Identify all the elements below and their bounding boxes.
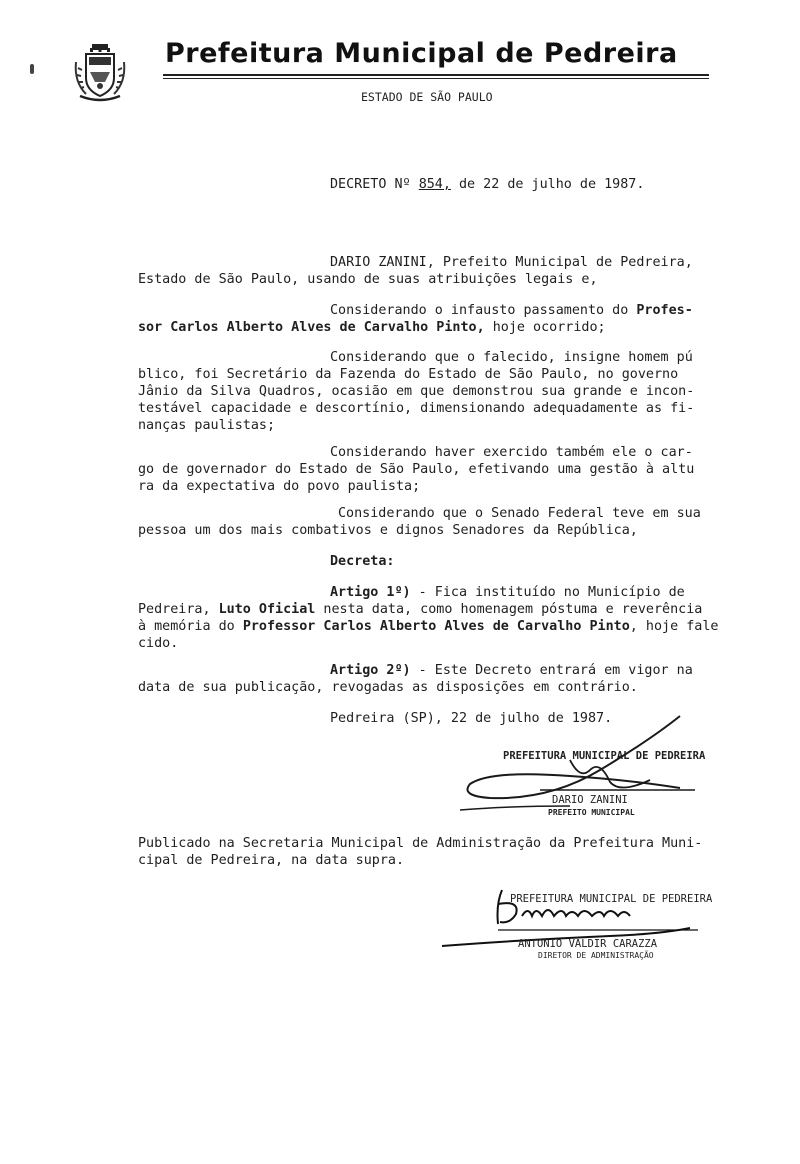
article-1-line-3	[138, 618, 718, 635]
signature-2-stamp: PREFEITURA MUNICIPAL DE PEDREIRA	[510, 893, 713, 905]
bold-span: sor Carlos Alberto Alves de Carvalho Pinto,	[138, 320, 485, 335]
publication-line-2: cipal de Pedreira, na data supra.	[138, 853, 405, 868]
article-2-label: Artigo 2º)	[330, 663, 411, 678]
publication-line-1: Publicado na Secretaria Municipal de Administração da Prefeitura Muni-	[138, 836, 703, 851]
article-1-line-4: cido.	[138, 636, 179, 651]
decree-date: de 22 de julho de 1987.	[459, 177, 645, 192]
article-1-label: Artigo 1º)	[330, 585, 411, 600]
header-rule-thin	[163, 78, 709, 79]
paragraph-2-line-1	[330, 302, 693, 319]
text-span: - Este Decreto entrará em vigor na	[410, 663, 693, 678]
signature-2-role: DIRETOR DE ADMINISTRAÇÃO	[538, 951, 654, 960]
mayor-name: DARIO ZANINI,	[330, 255, 435, 270]
place-date: Pedreira (SP), 22 de julho de 1987.	[330, 711, 613, 726]
article-2-line-1	[330, 662, 693, 679]
text-span: Considerando o infausto passamento do	[330, 303, 637, 318]
text-span: , hoje fale	[629, 619, 719, 634]
margin-mark	[30, 64, 34, 74]
bold-span: Luto Oficial	[218, 602, 316, 617]
paragraph-4-line-2: go de governador do Estado de São Paulo, efetivando uma gestão à altu	[138, 462, 695, 477]
decree-number: 854,	[418, 177, 451, 192]
paragraph-3-line-2: blico, foi Secretário da Fazenda do Estado de São Paulo, no governo	[138, 367, 679, 382]
bold-span: Professor Carlos Alberto Alves de Carvalho Pinto	[242, 619, 630, 634]
signature-1-name: DARIO ZANINI	[552, 794, 628, 806]
paragraph-3-line-3: Jânio da Silva Quadros, ocasião em que demonstrou sua grande e incon-	[138, 384, 695, 399]
signature-1-role: PREFEITO MUNICIPAL	[548, 808, 635, 817]
signature-2-name: ANTONIO VALDIR CARAZZA	[518, 938, 658, 950]
article-2-line-2: data de sua publicação, revogadas as disposições em contrário.	[138, 680, 638, 695]
paragraph-4-line-3: ra da expectativa do povo paulista;	[138, 479, 421, 494]
paragraph-2-line-2	[138, 319, 606, 336]
paragraph-3-line-4: testável capacidade e descortínio, dimensionando adequadamente as fi-	[138, 401, 695, 416]
paragraph-3-line-1: Considerando que o falecido, insigne homem pú	[330, 350, 693, 365]
article-1-line-2	[138, 601, 702, 618]
decree-label: DECRETO Nº	[330, 177, 411, 192]
paragraph-4-line-1: Considerando haver exercido também ele o car-	[330, 445, 693, 460]
coat-of-arms-icon	[72, 42, 128, 102]
article-1-line-1	[330, 584, 685, 601]
header-title: Prefeitura Municipal de Pedreira	[165, 38, 678, 69]
paragraph-5-line-2: pessoa um dos mais combativos e dignos Senadores da República,	[138, 523, 638, 538]
decreta-heading: Decreta:	[330, 554, 395, 569]
paragraph-1-line-2: Estado de São Paulo, usando de suas atribuições legais e,	[138, 272, 598, 287]
text-span: Prefeito Municipal de Pedreira,	[434, 255, 693, 270]
text-span: nesta data, como homenagem póstuma e reverência	[315, 602, 703, 617]
paragraph-5-line-1: Considerando que o Senado Federal teve em sua	[338, 506, 701, 521]
header-subtitle: ESTADO DE SÃO PAULO	[361, 90, 493, 104]
text-span: à memória do	[138, 619, 243, 634]
text-span: - Fica instituído no Município de	[410, 585, 685, 600]
paragraph-3-line-5: nanças paulistas;	[138, 418, 276, 433]
signature-1-stamp: PREFEITURA MUNICIPAL DE PEDREIRA	[503, 750, 706, 762]
bold-span: Profes-	[636, 303, 693, 318]
paragraph-1-line-1	[330, 254, 693, 271]
text-span: hoje ocorrido;	[484, 320, 606, 335]
text-span: Pedreira,	[138, 602, 219, 617]
decree-heading	[330, 176, 644, 193]
header-rule	[163, 74, 709, 76]
